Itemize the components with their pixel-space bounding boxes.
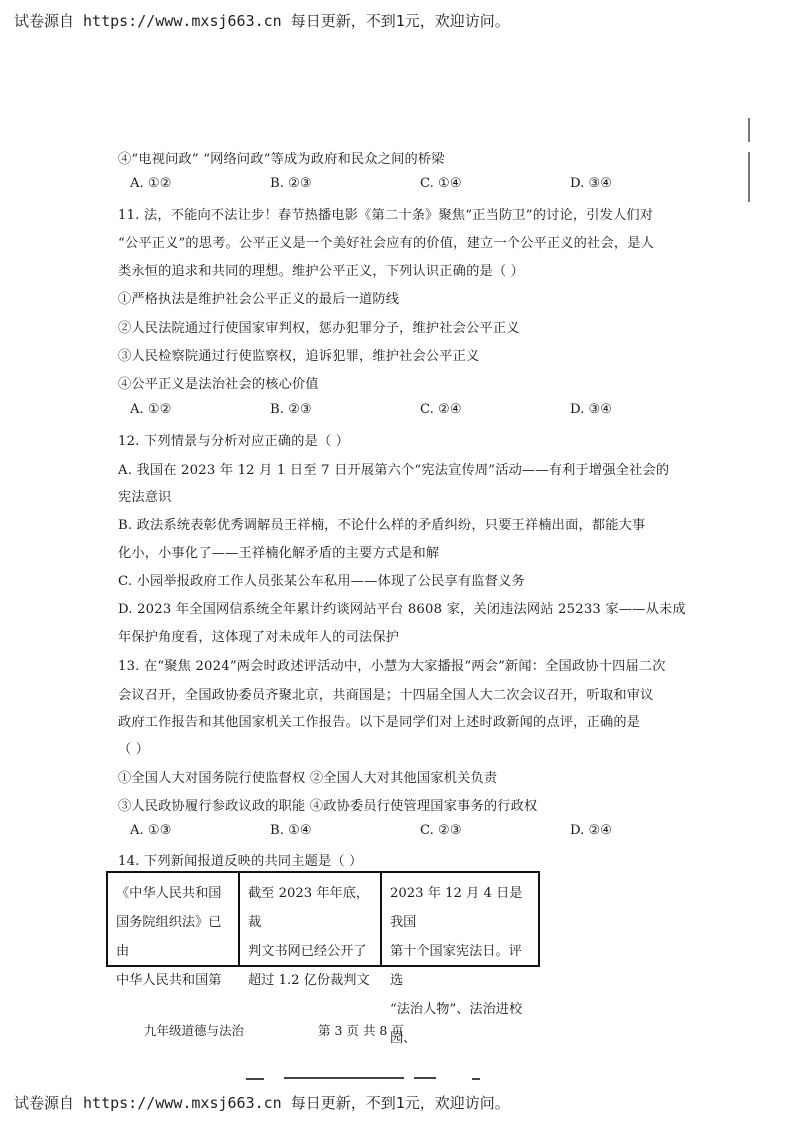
- option-c: C. ①④: [420, 176, 462, 191]
- option-b: B. ②③: [270, 402, 312, 417]
- news-cell: [382, 873, 538, 1046]
- option-d: D. ③④: [570, 176, 613, 191]
- scan-artifact: [284, 1077, 404, 1079]
- q13-stem-line: （ ）: [118, 742, 150, 757]
- q13-options: [130, 823, 620, 841]
- q11-stem-line: “公平正义”的思考。公平正义是一个美好社会应有的价值，建立一个公平正义的社会，是人: [118, 236, 654, 251]
- news-cell-line: 截至 2023 年年底，裁: [248, 886, 370, 930]
- q10-statement-4: ④“电视问政” “网络问政”等成为政府和民众之间的桥梁: [118, 152, 445, 167]
- q13-stem-line: 会议召开，全国政协委员齐聚北京，共商国是；十四届全国人大二次会议召开，听取和审议: [118, 688, 654, 703]
- q12-stem: 12. 下列情景与分析对应正确的是（ ）: [118, 434, 350, 449]
- option-b: B. ①④: [270, 823, 312, 838]
- q12-option-line: 化小，小事化了——王祥楠化解矛盾的主要方式是和解: [118, 546, 440, 561]
- news-cell-line: 中华人民共和国第: [116, 973, 222, 988]
- source-banner-bottom: 试卷源自 https://www.mxsj663.cn 每日更新，不到1元，欢迎访问。: [14, 1094, 510, 1112]
- news-cell-line: 国务院组织法》已由: [116, 915, 222, 959]
- q13-stem-line: 13. 在“聚焦 2024”两会时政述评活动中，小慧为大家播报“两会”新闻：全国政协十四届二次: [118, 659, 666, 674]
- q10-options: [130, 176, 620, 194]
- q11-stem-line: 类永恒的追求和共同的理想。维护公平正义，下列认识正确的是（ ）: [118, 264, 525, 279]
- q11-stem-line: 11. 法，不能向不法让步！春节热播电影《第二十条》聚焦“正当防卫”的讨论，引发人们对: [118, 208, 654, 223]
- q12-option-line: 年保护角度看，这体现了对未成年人的司法保护: [118, 630, 400, 645]
- q12-option-line: C. 小园举报政府工作人员张某公车私用——体现了公民享有监督义务: [118, 574, 525, 589]
- option-d: D. ②④: [570, 823, 613, 838]
- q11-statement: ②人民法院通过行使国家审判权，惩办犯罪分子，维护社会公平正义: [118, 321, 520, 336]
- news-cell-line: 《中华人民共和国: [116, 886, 222, 901]
- q12-option-line: B. 政法系统表彰优秀调解员王祥楠，不论什么样的矛盾纠纷，只要王祥楠出面，都能大事: [118, 518, 646, 533]
- news-cell-line: “法治人物”、法治进校园、: [390, 1002, 523, 1046]
- scan-artifact: [246, 1078, 264, 1080]
- news-cell-line: 判文书网已经公开了: [248, 944, 367, 959]
- q13-stem-line: 政府工作报告和其他国家机关工作报告。以下是同学们对上述时政新闻的点评，正确的是: [118, 715, 641, 730]
- q11-statement: ④公平正义是法治社会的核心价值: [118, 377, 319, 392]
- q11-options: [130, 402, 620, 420]
- option-c: C. ②③: [420, 823, 462, 838]
- option-a: A. ①②: [130, 176, 172, 191]
- q12-option-line: A. 我国在 2023 年 12 月 1 日至 7 日开展第六个“宪法宣传周”活动——有利于增强全社会的: [118, 463, 670, 478]
- q13-statement-row: ①全国人大对国务院行使监督权 ②全国人大对其他国家机关负责: [118, 771, 498, 786]
- scan-margin-mark: [748, 118, 750, 142]
- option-a: A. ①③: [130, 823, 172, 838]
- q14-stem: 14. 下列新闻报道反映的共同主题是（ ）: [118, 854, 363, 869]
- option-b: B. ②③: [270, 176, 312, 191]
- option-d: D. ③④: [570, 402, 613, 417]
- news-cell-line: 2023 年 12 月 4 日是我国: [390, 886, 523, 930]
- source-banner-top: 试卷源自 https://www.mxsj663.cn 每日更新，不到1元，欢迎访问。: [14, 12, 510, 30]
- q12-option-line: D. 2023 年全国网信系统全年累计约谈网站平台 8608 家，关闭违法网站 25233 家——从未成: [118, 602, 686, 617]
- q11-statement: ③人民检察院通过行使监察权，追诉犯罪，维护社会公平正义: [118, 349, 480, 364]
- q12-option-line: 宪法意识: [118, 490, 172, 505]
- q13-statement-row: ③人民政协履行参政议政的职能 ④政协委员行使管理国家事务的行政权: [118, 799, 538, 814]
- news-cell-line: 第十个国家宪法日。评选: [390, 944, 522, 988]
- scan-artifact: [472, 1078, 480, 1080]
- q11-statement: ①严格执法是维护社会公平正义的最后一道防线: [118, 292, 400, 307]
- footer-page-number: 第 3 页 共 8 页: [318, 1023, 404, 1038]
- scan-artifact: [414, 1077, 436, 1079]
- news-cell: [240, 873, 382, 988]
- scan-margin-mark: [748, 152, 750, 202]
- option-a: A. ①②: [130, 402, 172, 417]
- footer-subject: 九年级道德与法治: [144, 1023, 245, 1038]
- news-cell-line: 超过 1.2 亿份裁判文: [248, 973, 370, 988]
- news-cell: [108, 873, 240, 988]
- option-c: C. ②④: [420, 402, 462, 417]
